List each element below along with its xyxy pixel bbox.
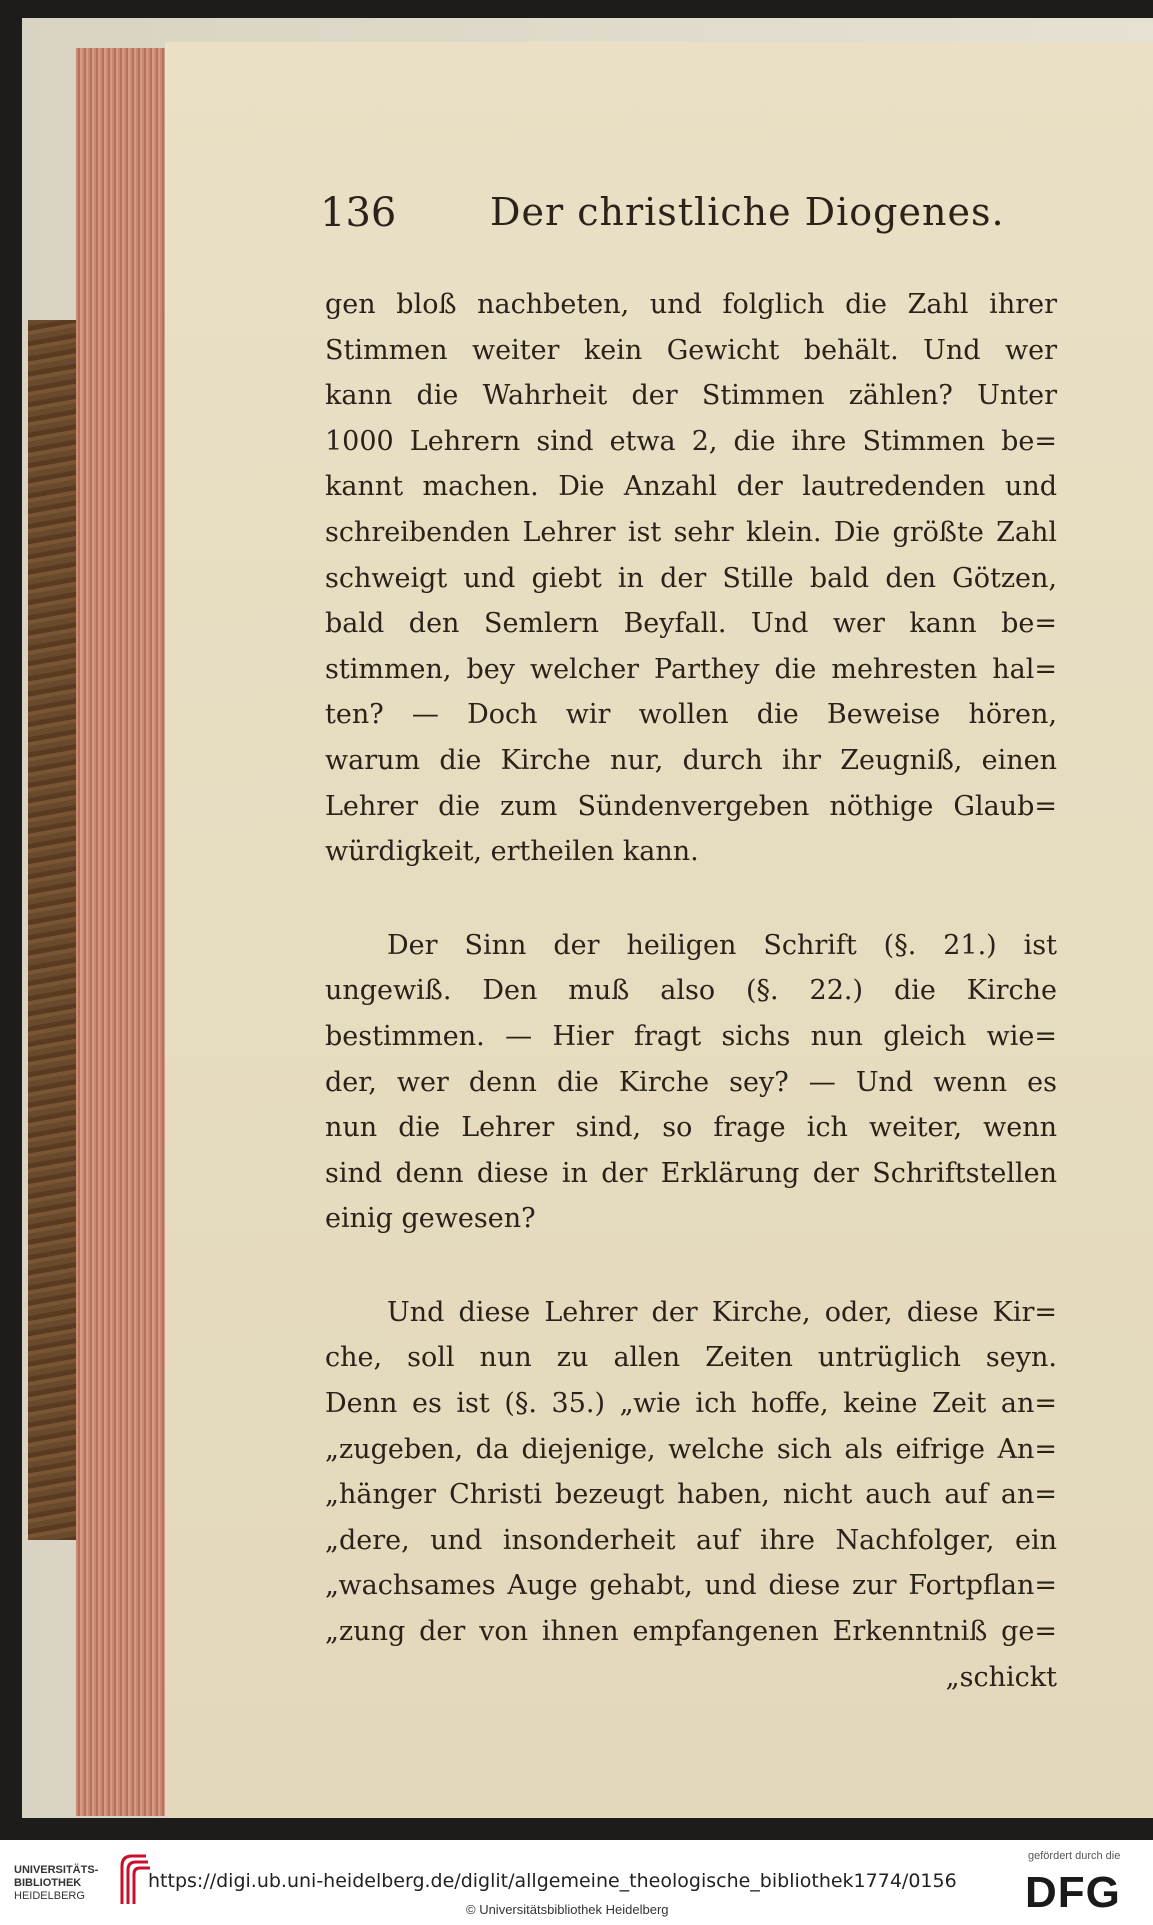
text-line: Lehrer die zum Sündenvergeben nöthige Glaub= bbox=[325, 790, 1057, 822]
library-logo-icon bbox=[118, 1852, 152, 1908]
paragraph-2 bbox=[325, 923, 1057, 1242]
text-line: schreibenden Lehrer ist sehr klein. Die größte Zahl bbox=[325, 516, 1057, 548]
text-line: „zung der von ihnen empfangenen Erkenntniß ge= bbox=[325, 1616, 1057, 1648]
text-line: warum die Kirche nur, durch ihr Zeugniß, einen bbox=[325, 744, 1057, 776]
viewer-footer bbox=[0, 1840, 1153, 1925]
permalink-url[interactable]: https://digi.ub.uni-heidelberg.de/diglit/allgemeine_theologische_bibliothek1774/0156 bbox=[148, 1870, 957, 1892]
dfg-logo: DFG bbox=[1025, 1868, 1121, 1917]
text-line: „hänger Christi bezeugt haben, nicht auch auf an= bbox=[325, 1479, 1057, 1511]
text-line: Und diese Lehrer der Kirche, oder, diese Kir= bbox=[387, 1296, 1057, 1328]
library-name-line3: HEIDELBERG bbox=[14, 1890, 85, 1902]
text-line: bald den Semlern Beyfall. Und wer kann be= bbox=[325, 608, 1057, 640]
page-header bbox=[320, 190, 1060, 250]
text-line: che, soll nun zu allen Zeiten untrüglich seyn. bbox=[325, 1342, 1057, 1374]
text-line: Der Sinn der heiligen Schrift (§. 21.) ist bbox=[387, 929, 1057, 961]
text-line: sind denn diese in der Erklärung der Schriftstellen bbox=[325, 1157, 1057, 1189]
text-line: kannt machen. Die Anzahl der lautredenden und bbox=[325, 471, 1057, 503]
text-line: einig gewesen? bbox=[325, 1203, 536, 1235]
text-line: Stimmen weiter kein Gewicht behält. Und wer bbox=[325, 334, 1057, 366]
page-number: 136 bbox=[320, 190, 397, 236]
catchword: „schickt bbox=[945, 1661, 1057, 1693]
text-line: Denn es ist (§. 35.) „wie ich hoffe, keine Zeit an= bbox=[325, 1388, 1057, 1420]
text-line: „zugeben, da diejenige, welche sich als eifrige An= bbox=[325, 1433, 1057, 1465]
text-line: kann die Wahrheit der Stimmen zählen? Unter bbox=[325, 380, 1057, 412]
library-name-line1: UNIVERSITÄTS- bbox=[14, 1864, 99, 1876]
text-line: stimmen, bey welcher Parthey die mehresten hal= bbox=[325, 653, 1057, 685]
text-line: 1000 Lehrern sind etwa 2, die ihre Stimmen be= bbox=[325, 425, 1057, 457]
text-line: ten? — Doch wir wollen die Beweise hören, bbox=[325, 699, 1057, 731]
body-text bbox=[325, 282, 1057, 1700]
paragraph-1 bbox=[325, 282, 1057, 875]
text-line: gen bloß nachbeten, und folglich die Zahl ihrer bbox=[325, 289, 1057, 320]
funded-by-label: gefördert durch die bbox=[1028, 1850, 1121, 1862]
text-line: nun die Lehrer sind, so frage ich weiter, wenn bbox=[325, 1112, 1057, 1144]
text-line: „wachsames Auge gehabt, und diese zur Fortpflan= bbox=[325, 1570, 1057, 1602]
text-line: der, wer denn die Kirche sey? — Und wenn es bbox=[325, 1066, 1057, 1098]
copyright-notice: © Universitätsbibliothek Heidelberg bbox=[466, 1902, 669, 1917]
text-line: würdigkeit, ertheilen kann. bbox=[325, 836, 699, 868]
paragraph-3 bbox=[325, 1290, 1057, 1655]
text-line: ungewiß. Den muß also (§. 22.) die Kirche bbox=[325, 975, 1057, 1007]
running-title: Der christliche Diogenes. bbox=[490, 190, 1005, 234]
page-fore-edge bbox=[76, 48, 168, 1816]
text-line: bestimmen. — Hier fragt sichs nun gleich wie= bbox=[325, 1020, 1057, 1052]
text-line: „dere, und insonderheit auf ihre Nachfolger, ein bbox=[325, 1524, 1057, 1556]
text-line: schweigt und giebt in der Stille bald den Götzen, bbox=[325, 562, 1057, 594]
library-name-line2: BIBLIOTHEK bbox=[14, 1877, 82, 1889]
library-logo bbox=[14, 1864, 134, 1903]
